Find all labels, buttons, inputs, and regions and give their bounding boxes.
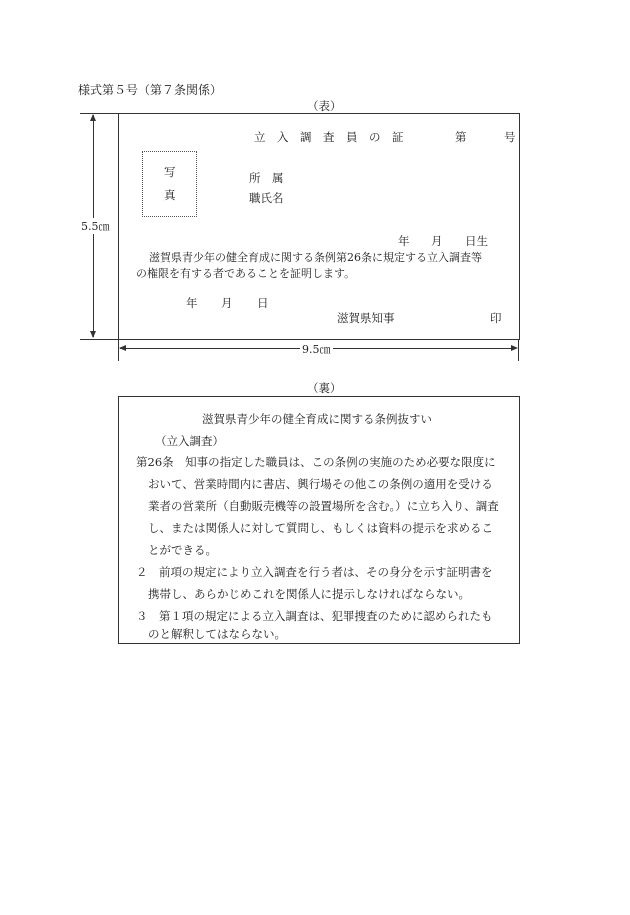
affiliation-label: 所 属 [249,171,284,185]
arrow-left-icon [119,345,126,351]
front-side-label: （表） [307,99,342,113]
ordinance-title: 滋賀県青少年の健全育成に関する条例抜すい [202,412,432,426]
seal-mark: 印 [490,311,502,325]
id-card-front [118,113,520,340]
birth-year-label: 年 [398,234,410,248]
ordinance-line: ２ 前項の規定により立入調査を行う者は、その身分を示す証明書を [136,565,493,579]
card-title: 立 入 調 査 員 の 証 [254,130,404,144]
ordinance-heading: （立入調査） [155,434,224,448]
photo-placeholder [142,151,197,217]
issue-month-label: 月 [221,296,233,310]
arrow-right-icon [511,345,518,351]
certification-line-2: の権限を有する者であることを証明します。 [136,267,356,280]
id-card-back [118,396,520,644]
width-dimension-label: 9.5㎝ [302,343,331,356]
certification-line-1: 滋賀県青少年の健全育成に関する条例第26条に規定する立入調査等 [149,251,482,264]
ordinance-line: 第26条 知事の指定した職員は、この条例の実施のため必要な限度に [136,455,496,469]
ordinance-line: 業者の営業所（自動販売機等の設置場所を含む。）に立ち入り、調査 [148,499,499,513]
birth-day-label: 日生 [465,234,488,248]
dimension-right-tick [518,339,519,361]
ordinance-line: おいて、営業時間内に書店、興行場その他この条例の適用を受ける [148,477,493,491]
back-side-label: （裏） [307,381,342,395]
form-title: 様式第５号（第７条関係） [78,83,223,97]
issuer-label: 滋賀県知事 [337,311,395,325]
ordinance-line: し、または関係人に対して質問し、もしくは資料の提示を求めるこ [148,521,493,535]
name-label: 職氏名 [249,191,284,205]
dimension-top-tick [80,113,118,114]
height-dimension-label: 5.5㎝ [81,220,110,233]
dimension-bottom-tick [80,339,118,340]
ordinance-line: のと解釈してはならない。 [148,627,286,641]
issue-year-label: 年 [186,296,198,310]
arrow-up-icon [90,114,96,121]
card-number-prefix: 第 [455,130,467,144]
ordinance-line: ３ 第１項の規定による立入調査は、犯罪捜査のために認められたも [136,609,493,623]
ordinance-line: 携帯し、あらかじめこれを関係人に提示しなければならない。 [148,587,470,601]
birth-month-label: 月 [431,234,443,248]
issue-day-label: 日 [257,296,269,310]
photo-label-2: 真 [164,188,176,202]
ordinance-line: とができる。 [148,543,217,557]
photo-label-1: 写 [164,165,176,179]
card-number-suffix: 号 [504,130,516,144]
arrow-down-icon [90,331,96,338]
